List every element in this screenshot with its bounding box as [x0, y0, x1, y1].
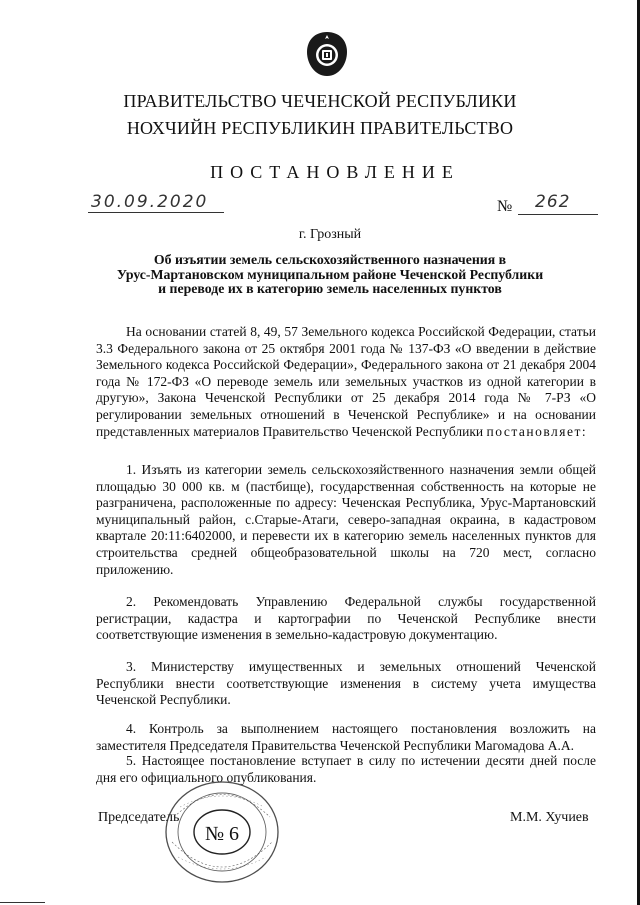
- document-number: 262: [535, 192, 571, 212]
- city-name: г. Грозный: [298, 227, 362, 242]
- document-type-title: ПОСТАНОВЛЕНИЕ: [210, 162, 460, 182]
- government-name-ce: НОХЧИЙН РЕСПУБЛИКИН ПРАВИТЕЛЬСТВО: [126, 118, 514, 138]
- decree-word: постановляет:: [486, 423, 588, 439]
- decree-item-5: 5. Настоящее постановление вступает в силу по истечении десяти дней после дня его официального опубликования.: [96, 753, 596, 785]
- preamble-text: На основании статей 8, 49, 57 Земельного кодекса Российской Федерации, статьи 3.3 Федерального закона от 25 октября 2001 года № 137-ФЗ «О введении в действие Земельного кодекса Российской Федерации», Федерального закона от 21 декабря 2004 года № 172-ФЗ «О переводе земель или земельных участков из одной категории в другую», Закона Чеченской Республики от 25 декабря 2014 года № 7-РЗ «О регулировании земельных отношений в Чеченской Республике» и на основании представленных материалов Правительство Чеченской Республики: [96, 324, 596, 439]
- number-label: №: [497, 198, 513, 215]
- subject-line: Урус-Мартановском муниципальном районе Чеченской Республики: [116, 266, 544, 282]
- subject-line: и переводе их в категорию земель населенных пунктов: [158, 281, 502, 296]
- official-stamp: [162, 777, 282, 887]
- stamp-number: № 6: [204, 823, 240, 845]
- date-underline: [88, 212, 224, 213]
- signatory-name: М.М. Хучиев: [510, 810, 589, 825]
- preamble-paragraph: [96, 324, 596, 440]
- number-underline: [518, 214, 598, 215]
- decree-item-1: 1. Изъять из категории земель сельскохозяйственного назначения земли общей площадью 30 000 кв. м (пастбище), государственная собственность на которые не разграничена, расположенные по адресу: Чеченская Республика, Урус-Мартановский муниципальный район, с.Старые-Атаги, северо-западная окраина, в кадастровом квартале 20:11:6402000, и перевести их в категорию земель населенных пунктов для строительства средней общеобразовательной школы на 720 мест, согласно приложению.: [96, 462, 596, 577]
- decree-item-3: 3. Министерству имущественных и земельных отношений Чеченской Республики внести соответствующие изменения в систему учета имущества Чеченской Республики.: [96, 659, 596, 708]
- document-date: 30.09.2020: [91, 192, 209, 212]
- government-name-ru: ПРАВИТЕЛЬСТВО ЧЕЧЕНСКОЙ РЕСПУБЛИКИ: [123, 91, 517, 111]
- page-mark: [0, 902, 45, 903]
- decree-item-4: 4. Контроль за выполнением настоящего постановления возложить на заместителя Председателя Правительства Чеченской Республики Магомадова А.А.: [96, 721, 596, 753]
- signatory-title: Председатель: [98, 810, 180, 825]
- decree-item-2: 2. Рекомендовать Управлению Федеральной службы государственной регистрации, кадастра и картографии по Чеченской Республике внести соответствующие изменения в земельно-кадастровую документацию.: [96, 594, 596, 643]
- document-subject: [96, 253, 564, 297]
- coat-of-arms-icon: [305, 30, 349, 78]
- subject-line: Об изъятии земель сельскохозяйственного назначения в: [153, 252, 507, 267]
